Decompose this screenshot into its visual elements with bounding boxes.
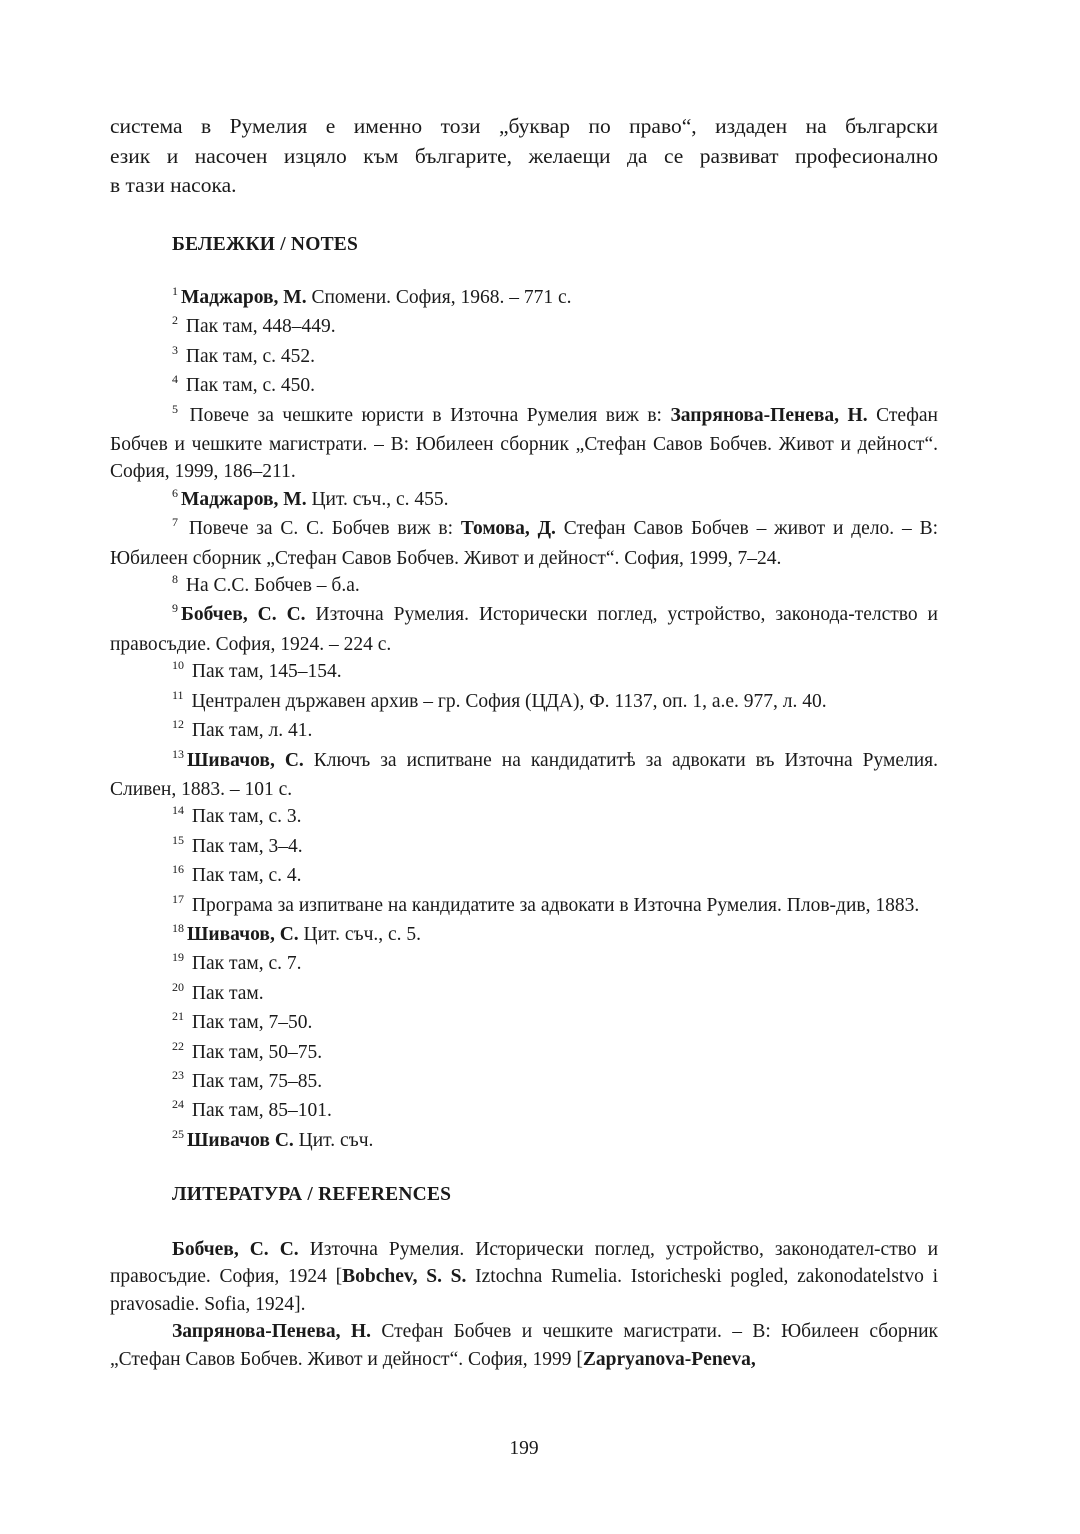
- note-item: [110, 515, 938, 572]
- note-text: Програма за изпитване на кандидатите за адвокати в Източна Румелия. Плов-див, 1883.: [187, 894, 920, 916]
- note-text: Пак там, с. 3.: [187, 806, 302, 828]
- note-number: 15: [172, 832, 184, 847]
- note-text: Цит. съч., с. 5.: [298, 923, 422, 945]
- note-number: 24: [172, 1097, 184, 1112]
- page-number: 199: [509, 1438, 539, 1459]
- note-text: Пак там, 145–154.: [187, 661, 342, 683]
- note-item: [110, 921, 938, 950]
- reference-text: Стефан Бобчев и чешките магистрати. – В: Юбилеен сборник „Стефан Савов Бобчев. Живот и дейност“. София, 1999 [: [110, 1321, 938, 1370]
- note-item: [110, 402, 938, 486]
- note-text: Цит. съч.: [293, 1129, 374, 1151]
- note-number: 8: [172, 572, 178, 587]
- note-text: Ключъ за испитване на кандидатитѣ за адвокати въ Източна Румелия. Сливен, 1883. – 101 с.: [110, 749, 938, 800]
- note-text: Повече за чешките юристи в Източна Румелия виж в:: [181, 404, 671, 426]
- note-author: Бобчев, С. С.: [181, 604, 306, 626]
- note-item: [110, 980, 938, 1009]
- note-number: 3: [172, 342, 178, 357]
- note-number: 17: [172, 891, 184, 906]
- note-text: Пак там, с. 452.: [181, 345, 315, 367]
- note-text: Пак там, 3–4.: [187, 835, 303, 857]
- reference-author-latin: Zapryanova-Peneva,: [582, 1348, 756, 1370]
- note-text: Спомени. София, 1968. – 771 с.: [306, 287, 572, 308]
- note-text: Централен държавен архив – гр. София (ЦДА), Ф. 1137, оп. 1, а.е. 977, л. 40.: [186, 690, 827, 712]
- note-text: Пак там, 7–50.: [187, 1012, 313, 1034]
- note-number: 4: [172, 372, 178, 387]
- note-number: 14: [172, 803, 184, 818]
- reference-author-latin: Bobchev, S. S.: [342, 1266, 467, 1288]
- note-number: 25: [172, 1126, 184, 1141]
- note-text: Стефан Бобчев и чешките магистрати. – В: Юбилеен сборник „Стефан Савов Бобчев. Живот и дейност“. София, 1999, 186–211.: [110, 404, 938, 483]
- note-item: [110, 892, 938, 921]
- note-text: Пак там, 50–75.: [187, 1041, 323, 1063]
- note-item: [110, 688, 938, 717]
- note-author: Шивачов, С.: [187, 749, 304, 771]
- reference-text: Източна Румелия. Исторически поглед, устройство, законодател-ство и правосъдие. София, 1924 [: [110, 1239, 938, 1288]
- note-text: Пак там, 75–85.: [187, 1070, 323, 1092]
- note-item: [110, 572, 938, 601]
- reference-item: [110, 1236, 938, 1318]
- note-number: 21: [172, 1009, 184, 1024]
- note-author: Маджаров, М.: [181, 287, 307, 308]
- note-text: На С.С. Бобчев – б.а.: [181, 575, 360, 597]
- note-number: 12: [172, 717, 184, 732]
- note-item: [110, 1097, 938, 1126]
- note-number: 18: [172, 920, 184, 935]
- note-number: 11: [172, 687, 184, 702]
- note-item: [110, 747, 938, 804]
- note-text: Пак там, с. 4.: [187, 865, 302, 887]
- intro-line: в тази насока.: [110, 173, 237, 197]
- note-item: [110, 1009, 938, 1038]
- note-item: [110, 658, 938, 687]
- note-number: 16: [172, 862, 184, 877]
- references-heading: ЛИТЕРАТУРА / REFERENCES: [172, 1184, 452, 1205]
- note-item: [110, 1068, 938, 1097]
- reference-text: Iztochna Rumelia. Istoricheski pogled, zakonodatelstvo i pravosadie. Sofia, 1924].: [110, 1266, 938, 1315]
- note-text: Пак там, с. 450.: [181, 375, 315, 397]
- note-item: [110, 803, 938, 832]
- note-number: 23: [172, 1067, 184, 1082]
- note-item: [110, 1127, 938, 1156]
- note-author: Шивачов, С.: [187, 923, 299, 945]
- note-item: [110, 1039, 938, 1068]
- note-text: Пак там, 85–101.: [187, 1100, 332, 1122]
- note-item: [110, 833, 938, 862]
- intro-line: система в Румелия е именно този „буквар по право“, издаден на български: [110, 114, 938, 138]
- note-author: Шивачов С.: [187, 1129, 294, 1151]
- note-author: Маджаров, М.: [181, 488, 307, 510]
- notes-heading: БЕЛЕЖКИ / NOTES: [172, 234, 359, 255]
- note-item: [110, 950, 938, 979]
- note-item: [110, 343, 938, 372]
- reference-author: Бобчев, С. С.: [172, 1239, 299, 1260]
- note-item: [110, 372, 938, 401]
- note-number: 5: [172, 401, 178, 416]
- notes-list: [110, 284, 938, 1156]
- note-number: 9: [172, 601, 178, 616]
- reference-author: Запрянова-Пенева, Н.: [172, 1321, 371, 1343]
- note-text: Цит. съч., с. 455.: [306, 488, 449, 510]
- note-number: 7: [172, 515, 178, 530]
- note-number: 19: [172, 950, 184, 965]
- note-author: Томова, Д.: [460, 518, 556, 540]
- reference-item: [110, 1318, 938, 1373]
- note-item: [110, 717, 938, 746]
- note-number: 22: [172, 1038, 184, 1053]
- note-number: 2: [172, 313, 178, 328]
- note-text: Стефан Савов Бобчев – живот и дело. – В: Юбилеен сборник „Стефан Савов Бобчев. Живот и дейност“. София, 1999, 7–24.: [110, 518, 939, 569]
- note-item: [110, 486, 938, 515]
- note-text: Пак там, с. 7.: [187, 953, 302, 975]
- note-text: Пак там, л. 41.: [187, 720, 313, 742]
- note-item: [110, 284, 938, 313]
- note-item: [110, 862, 938, 891]
- note-number: 13: [172, 746, 184, 761]
- intro-paragraph: [110, 112, 938, 201]
- note-item: [110, 601, 938, 658]
- note-number: 10: [172, 658, 184, 673]
- note-text: Източна Румелия. Исторически поглед, устройство, законода-телство и правосъдие. София, 1924. – 224 с.: [110, 604, 938, 655]
- intro-line: език и насочен изцяло към българите, желаещи да се развиват професионално: [110, 143, 938, 168]
- note-author: Запрянова-Пенева, Н.: [670, 404, 868, 426]
- references-list: [110, 1236, 938, 1373]
- note-text: Пак там.: [187, 982, 264, 1004]
- note-text: Пак там, 448–449.: [181, 316, 336, 338]
- note-number: 6: [172, 485, 178, 500]
- note-number: 1: [172, 284, 178, 298]
- note-item: [110, 313, 938, 342]
- note-text: Повече за С. С. Бобчев виж в:: [181, 518, 461, 540]
- note-number: 20: [172, 979, 184, 994]
